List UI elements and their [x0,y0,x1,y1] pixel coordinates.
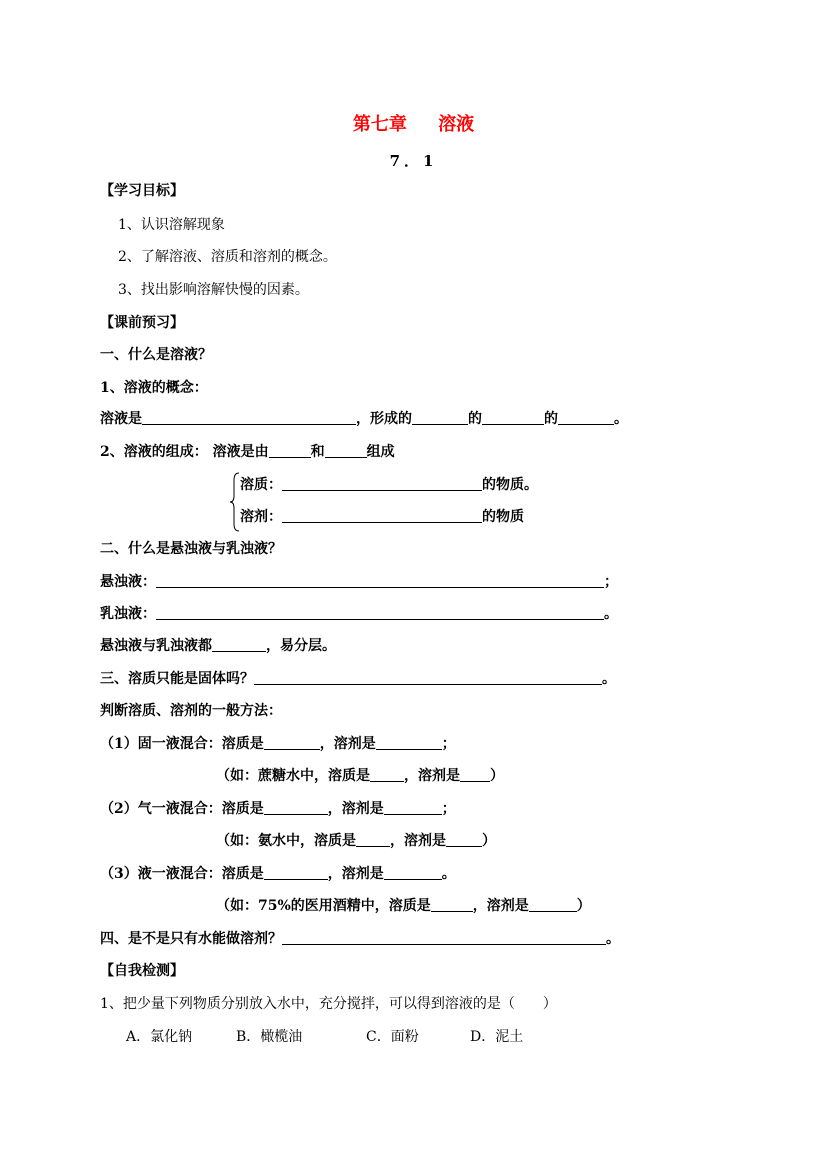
text: ，易分层。 [266,638,336,654]
text: 溶剂： [240,509,282,525]
text: 。 [441,866,456,882]
blank-field[interactable] [431,897,473,912]
text: ，溶剂是 [327,866,384,882]
text: 的物质。 [482,477,538,493]
blank-field[interactable] [460,767,490,782]
goal-item: 3、找出影响溶解快慢的因素。 [118,282,309,298]
text: 溶质： [240,477,282,493]
brace-icon [230,472,240,532]
text: 悬浊液： [100,574,156,590]
text: 组成 [366,444,395,460]
case-liquid-liquid [100,865,456,883]
suspension-line [100,573,618,591]
solution-definition-line [100,410,628,428]
solution-composition-line [100,443,395,461]
section-number: 7．1 [389,152,438,170]
text: ） [482,833,496,849]
text: 。 [604,606,618,622]
blank-field[interactable] [529,897,577,912]
blank-field[interactable] [384,865,442,880]
text: ，形成的 [356,411,412,427]
option-b[interactable]: B．橄榄油 [236,1029,303,1045]
example-gas-liquid [216,832,496,850]
text: ； [441,801,456,817]
text: ，溶剂是 [404,768,460,784]
blank-field[interactable] [212,637,266,652]
text: （如：蔗糖水中，溶质是 [216,768,370,784]
blank-field[interactable] [156,605,604,620]
example-liquid-liquid [216,897,591,915]
goal-item: 1、认识溶解现象 [118,217,225,233]
blank-field[interactable] [384,800,442,815]
blank-field[interactable] [325,443,367,458]
text: ） [576,898,591,914]
blank-field[interactable] [482,410,544,425]
blank-field[interactable] [264,735,320,750]
text: ，溶剂是 [390,833,446,849]
text: （1）固一液混合：溶质是 [100,736,264,752]
text: （如：75%的医用酒精中，溶质是 [216,898,431,914]
selfcheck-header: 【自我检测】 [100,963,184,979]
text: ） [490,768,504,784]
case-solid-liquid [100,735,456,753]
solvent-line [240,508,524,526]
option-a[interactable]: A．氯化钠 [126,1029,193,1045]
text: 和 [310,444,325,460]
text: 的物质 [482,509,524,525]
blank-field[interactable] [142,410,356,425]
blank-field[interactable] [370,767,404,782]
blank-field[interactable] [282,930,606,945]
text: 乳浊液： [100,606,156,622]
blank-field[interactable] [356,832,390,847]
text: 。 [602,671,616,687]
text: ； [441,736,456,752]
text: 。 [614,411,628,427]
blank-field[interactable] [282,476,482,491]
q1-heading: 一、什么是溶液？ [100,347,212,363]
text: ，溶剂是 [327,801,384,817]
text: 溶液是 [100,411,142,427]
text: 悬浊液与乳浊液都 [100,638,212,654]
blank-field[interactable] [264,865,328,880]
q3-heading: 三、溶质只能是固体吗？ [100,671,254,687]
emulsion-line [100,605,618,623]
text: 的 [468,411,482,427]
q3-heading-line [100,670,616,688]
blank-field[interactable] [376,735,442,750]
blank-field[interactable] [558,410,614,425]
blank-field[interactable] [269,443,311,458]
blank-field[interactable] [282,508,482,523]
blank-field[interactable] [412,410,468,425]
blank-field[interactable] [446,832,482,847]
text: （3）液一液混合：溶质是 [100,866,264,882]
case-gas-liquid [100,800,456,818]
example-solid-liquid [216,767,504,785]
chapter-title: 第七章 溶液 [352,114,475,135]
text: 2、溶液的组成： 溶液是由 [100,444,269,460]
solute-line [240,476,538,494]
text: ，溶剂是 [472,898,529,914]
option-c[interactable]: C．面粉 [366,1029,419,1045]
q4-line [100,930,620,948]
text: 。 [606,931,620,947]
text: ； [604,574,618,590]
q1-concept-label: 1、溶液的概念： [100,380,208,396]
blank-field[interactable] [156,573,604,588]
preview-header: 【课前预习】 [100,315,184,331]
goals-header: 【学习目标】 [100,183,184,199]
text: （如：氨水中，溶质是 [216,833,356,849]
blank-field[interactable] [254,670,602,685]
stratify-line [100,637,336,655]
goal-item: 2、了解溶液、溶质和溶剂的概念。 [118,249,337,265]
text: ，溶剂是 [319,736,376,752]
text: 的 [544,411,558,427]
q4-heading: 四、是不是只有水能做溶剂？ [100,931,282,947]
question-text: 1、把少量下列物质分别放入水中，充分搅拌，可以得到溶液的是（ ） [100,996,557,1012]
q2-heading: 二、什么是悬浊液与乳浊液？ [100,541,282,557]
method-label: 判断溶质、溶剂的一般方法： [100,703,282,719]
text: （2）气一液混合：溶质是 [100,801,264,817]
option-d[interactable]: D．泥土 [470,1029,524,1045]
blank-field[interactable] [264,800,328,815]
